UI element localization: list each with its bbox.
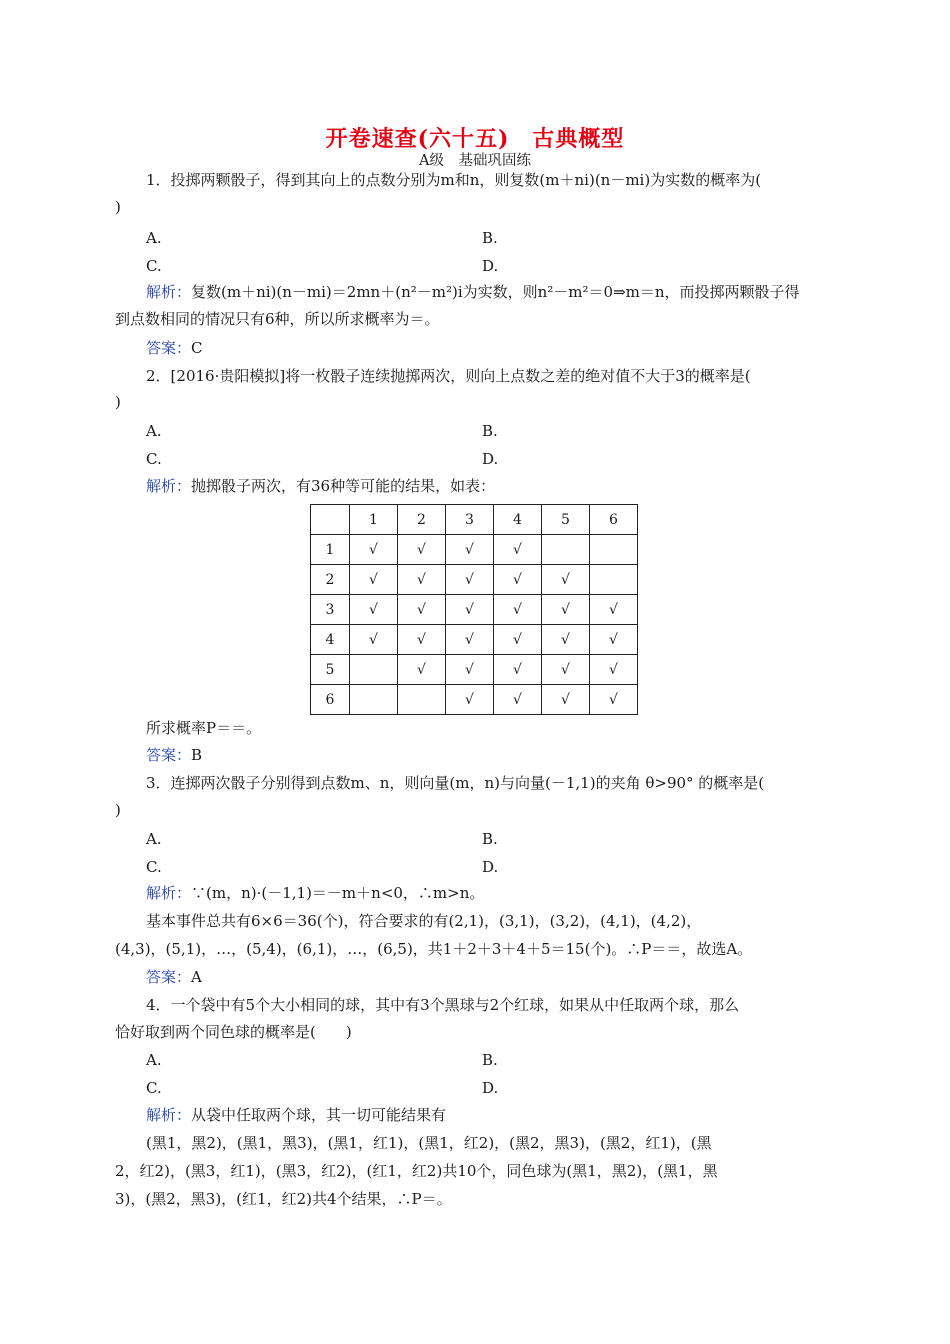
table-cell: √ — [398, 565, 446, 595]
q2-solution-label: 解析： — [146, 477, 192, 495]
q4-stem-line1: 4．一个袋中有5个大小相同的球，其中有3个黑球与2个红球，如果从中任取两个球，那么 — [146, 996, 740, 1014]
table-cell: √ — [590, 625, 638, 655]
q4-option-a: A. — [146, 1051, 162, 1069]
table-cell: √ — [446, 625, 494, 655]
q2-result: 所求概率P＝＝。 — [146, 719, 262, 737]
page-title: 开卷速查(六十五) 古典概型 — [325, 126, 625, 152]
table-row-header-cell: 5 — [311, 655, 350, 685]
table-row-header-cell: 4 — [311, 625, 350, 655]
q2-stem-line2: ) — [115, 393, 121, 411]
q1-option-c: C. — [146, 257, 162, 275]
table-cell — [350, 655, 398, 685]
table-header-cell: 3 — [446, 505, 494, 535]
q1-answer — [146, 338, 203, 358]
q1-solution-line2: 到点数相同的情况只有6种，所以所求概率为＝。 — [115, 310, 440, 328]
table-cell: √ — [446, 565, 494, 595]
q2-answer — [146, 745, 202, 765]
table-header-cell: 4 — [494, 505, 542, 535]
q3-option-d: D. — [482, 858, 499, 876]
q2-option-a: A. — [146, 422, 162, 440]
table-cell: √ — [398, 595, 446, 625]
q1-stem-line2: ) — [115, 198, 121, 216]
table-cell — [590, 535, 638, 565]
table-cell: √ — [542, 565, 590, 595]
table-cell: √ — [398, 655, 446, 685]
q4-option-d: D. — [482, 1079, 499, 1097]
q1-option-b: B. — [482, 229, 498, 247]
table-row — [311, 685, 638, 715]
table-cell: √ — [398, 625, 446, 655]
q4-stem-line2: 恰好取到两个同色球的概率是( ) — [115, 1023, 352, 1041]
table-row — [311, 565, 638, 595]
q1-solution-text: 复数(m＋ni)(n－mi)＝2mn＋(n²－m²)i为实数，则n²－m²＝0⇒m＝n，而投掷两颗骰子得 — [191, 283, 800, 301]
table-row — [311, 655, 638, 685]
table-cell: √ — [494, 565, 542, 595]
table-header-cell: 2 — [398, 505, 446, 535]
q1-option-a: A. — [146, 229, 162, 247]
q2-answer-value: B — [191, 746, 203, 764]
table-cell: √ — [446, 685, 494, 715]
q4-solution-line3: 2，红2)，(黑3，红1)，(黑3，红2)，(红1，红2)共10个，同色球为(黑1，黑2)，(黑1，黑 — [115, 1162, 718, 1180]
table-cell: √ — [494, 685, 542, 715]
table-cell — [590, 565, 638, 595]
table-cell: √ — [350, 625, 398, 655]
table-header-cell: 1 — [350, 505, 398, 535]
table-cell: √ — [446, 595, 494, 625]
q4-solution-text: 从袋中任取两个球，其一切可能结果有 — [191, 1106, 447, 1124]
table-cell: √ — [398, 535, 446, 565]
table-row-header-cell: 6 — [311, 685, 350, 715]
q1-solution-line1 — [146, 282, 800, 302]
q3-option-c: C. — [146, 858, 162, 876]
q1-option-d: D. — [482, 257, 499, 275]
q3-solution-line3: (4,3)，(5,1)，…，(5,4)，(6,1)，…，(6,5)，共1＋2＋3＋4＋5＝15(个)。∴P＝＝，故选A。 — [115, 940, 753, 958]
table-cell: √ — [446, 535, 494, 565]
q1-solution-label: 解析： — [146, 283, 192, 301]
q4-solution-label: 解析： — [146, 1106, 192, 1124]
q3-solution-line1 — [146, 883, 484, 903]
q2-option-d: D. — [482, 450, 499, 468]
q3-answer-value: A — [191, 968, 202, 986]
table-cell: √ — [494, 595, 542, 625]
q2-option-b: B. — [482, 422, 498, 440]
table-row — [311, 535, 638, 565]
outcome-table — [310, 504, 638, 715]
table-cell: √ — [542, 595, 590, 625]
q2-solution-text: 抛掷骰子两次，有36种等可能的结果，如表： — [191, 477, 496, 495]
table-row-header-cell: 2 — [311, 565, 350, 595]
table-cell: √ — [494, 625, 542, 655]
q3-solution-text: ∵(m，n)·(－1,1)＝－m＋n<0，∴m>n。 — [191, 884, 485, 902]
table-corner-cell — [311, 505, 350, 535]
section-subtitle: A级 基础巩固练 — [419, 153, 531, 169]
q4-solution-line1 — [146, 1105, 446, 1125]
table-row — [311, 625, 638, 655]
q3-answer — [146, 967, 202, 987]
table-cell: √ — [590, 655, 638, 685]
table-cell: √ — [542, 685, 590, 715]
q2-stem-line1: 2．[2016·贵阳模拟]将一枚骰子连续抛掷两次，则向上点数之差的绝对值不大于3的概率是( — [146, 367, 751, 385]
q1-answer-label: 答案： — [146, 339, 192, 357]
q2-option-c: C. — [146, 450, 162, 468]
table-cell — [542, 535, 590, 565]
table-cell — [398, 685, 446, 715]
table-row-header-cell: 3 — [311, 595, 350, 625]
q4-option-c: C. — [146, 1079, 162, 1097]
table-header-row — [311, 505, 638, 535]
table-cell: √ — [350, 595, 398, 625]
table-cell: √ — [542, 625, 590, 655]
table-cell: √ — [446, 655, 494, 685]
q4-option-b: B. — [482, 1051, 498, 1069]
q3-answer-label: 答案： — [146, 968, 192, 986]
table-cell: √ — [494, 655, 542, 685]
q1-stem-line1: 1．投掷两颗骰子，得到其向上的点数分别为m和n，则复数(m＋ni)(n－mi)为实数的概率为( — [146, 171, 762, 189]
q3-stem-line2: ) — [115, 801, 121, 819]
q3-solution-label: 解析： — [146, 884, 192, 902]
q1-answer-value: C — [191, 339, 203, 357]
table-header-cell: 5 — [542, 505, 590, 535]
table-cell: √ — [350, 565, 398, 595]
table-cell: √ — [590, 685, 638, 715]
table-cell: √ — [350, 535, 398, 565]
table-header-cell: 6 — [590, 505, 638, 535]
table-cell — [350, 685, 398, 715]
table-row — [311, 595, 638, 625]
q3-solution-line2: 基本事件总共有6×6＝36(个)，符合要求的有(2,1)，(3,1)，(3,2)，(4,1)，(4,2)， — [146, 912, 702, 930]
table-cell: √ — [494, 535, 542, 565]
table-row-header-cell: 1 — [311, 535, 350, 565]
q3-stem-line1: 3．连掷两次骰子分别得到点数m、n，则向量(m，n)与向量(－1,1)的夹角 θ>90° 的概率是( — [146, 774, 765, 792]
q2-answer-label: 答案： — [146, 746, 192, 764]
q3-option-a: A. — [146, 830, 162, 848]
table-cell: √ — [542, 655, 590, 685]
q4-solution-line2: (黑1，黑2)，(黑1，黑3)，(黑1，红1)，(黑1，红2)，(黑2，黑3)，(黑2，红1)，(黑 — [146, 1134, 712, 1152]
q4-solution-line4: 3)，(黑2，黑3)，(红1，红2)共4个结果，∴P＝。 — [115, 1190, 452, 1208]
q3-option-b: B. — [482, 830, 498, 848]
table-cell: √ — [590, 595, 638, 625]
q2-solution-line1 — [146, 476, 495, 496]
